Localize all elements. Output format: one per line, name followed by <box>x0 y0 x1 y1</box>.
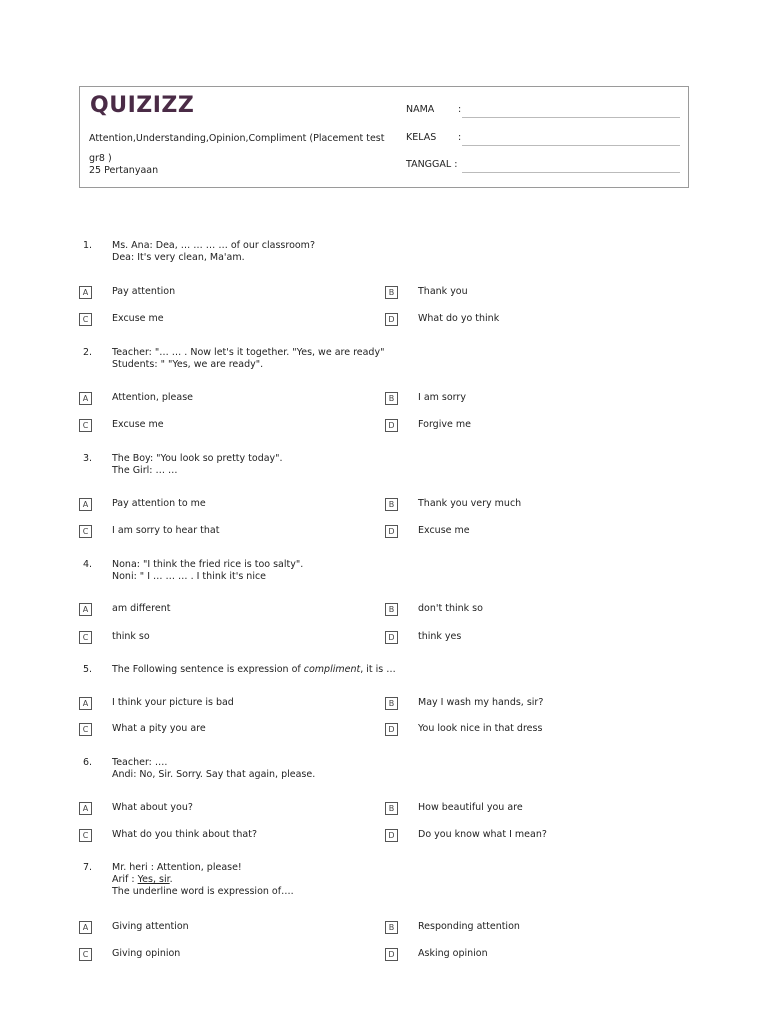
question-line: Students: " "Yes, we are ready". <box>112 359 264 370</box>
question-line <box>112 664 672 676</box>
option-letter-box: B <box>385 921 398 934</box>
option-letter-box: A <box>79 603 92 616</box>
option-text: Pay attention to me <box>112 498 206 509</box>
worksheet-header <box>79 86 689 188</box>
option-text: Attention, please <box>112 392 194 403</box>
option-letter-box: B <box>385 697 398 710</box>
option-letter-box: C <box>79 631 92 644</box>
question-line: Noni: " I … … … . I think it's nice <box>112 571 267 582</box>
question-number: 4. <box>83 559 93 570</box>
option-text: Excuse me <box>112 419 164 430</box>
option-letter-box: A <box>79 498 92 511</box>
option-text: Responding attention <box>418 921 520 932</box>
question-line: Teacher: "… … . Now let's it together. "Yes, we are ready" <box>112 347 385 358</box>
question-line: The underline word is expression of…. <box>112 886 294 897</box>
option-letter-box: D <box>385 525 398 538</box>
option-text: Pay attention <box>112 286 176 297</box>
option-letter-box: C <box>79 525 92 538</box>
question-number: 7. <box>83 862 93 873</box>
option-text: Excuse me <box>418 525 470 536</box>
quiz-title: Attention,Understanding,Opinion,Compliment (Placement test gr8 ) <box>89 133 385 164</box>
name-line[interactable] <box>462 117 680 118</box>
question-line: Nona: "I think the fried rice is too salty". <box>112 559 304 570</box>
option-text: I think your picture is bad <box>112 697 234 708</box>
question-text <box>112 453 672 477</box>
option-letter-box: D <box>385 419 398 432</box>
option-letter-box: C <box>79 419 92 432</box>
option-letter-box: A <box>79 921 92 934</box>
question-line: Ms. Ana: Dea, … … … … of our classroom? <box>112 240 315 251</box>
question-text-part: . <box>169 874 173 885</box>
option-letter-box: B <box>385 286 398 299</box>
question-text <box>112 664 672 676</box>
question-number: 6. <box>83 757 93 768</box>
question-line <box>112 874 672 886</box>
question-number: 2. <box>83 347 93 358</box>
option-text: Giving opinion <box>112 948 181 959</box>
option-text: am different <box>112 603 171 614</box>
option-text: Asking opinion <box>418 948 488 959</box>
option-text: I am sorry <box>418 392 466 403</box>
quizizz-logo: QUIZIZZ <box>90 93 195 118</box>
question-line: Teacher: …. <box>112 757 168 768</box>
underlined-word: Yes, sir <box>137 874 170 885</box>
option-text: What about you? <box>112 802 193 813</box>
option-letter-box: D <box>385 948 398 961</box>
question-line: Mr. heri : Attention, please! <box>112 862 242 873</box>
question-count: 25 Pertanyaan <box>89 165 159 176</box>
option-text: How beautiful you are <box>418 802 523 813</box>
option-letter-box: A <box>79 392 92 405</box>
question-text <box>112 240 672 264</box>
question-line: Andi: No, Sir. Sorry. Say that again, please. <box>112 769 316 780</box>
option-letter-box: B <box>385 392 398 405</box>
option-letter-box: D <box>385 313 398 326</box>
question-line: The Boy: "You look so pretty today". <box>112 453 283 464</box>
question-line: The Girl: … … <box>112 465 178 476</box>
option-text: think so <box>112 631 150 642</box>
option-text: Forgive me <box>418 419 471 430</box>
option-letter-box: A <box>79 286 92 299</box>
date-label: TANGGAL : <box>406 159 458 170</box>
question-text-part: The Following sentence is expression of <box>112 664 304 675</box>
question-number: 3. <box>83 453 93 464</box>
option-letter-box: C <box>79 723 92 736</box>
option-letter-box: A <box>79 802 92 815</box>
option-text: think yes <box>418 631 462 642</box>
question-text <box>112 347 672 371</box>
question-text <box>112 862 672 898</box>
option-letter-box: B <box>385 603 398 616</box>
question-text <box>112 757 672 781</box>
class-line[interactable] <box>462 145 680 146</box>
option-text: What do you think about that? <box>112 829 258 840</box>
question-text-part: , it is … <box>360 664 396 675</box>
question-number: 5. <box>83 664 93 675</box>
option-letter-box: D <box>385 723 398 736</box>
option-text: Thank you <box>418 286 468 297</box>
option-letter-box: B <box>385 498 398 511</box>
option-text: What do yo think <box>418 313 500 324</box>
name-colon: : <box>458 104 462 115</box>
option-text: Giving attention <box>112 921 189 932</box>
class-colon: : <box>458 132 462 143</box>
option-letter-box: A <box>79 697 92 710</box>
question-text-part: Arif : <box>112 874 138 885</box>
question-text <box>112 559 672 583</box>
option-text: Thank you very much <box>418 498 522 509</box>
option-letter-box: B <box>385 802 398 815</box>
option-text: May I wash my hands, sir? <box>418 697 544 708</box>
option-letter-box: C <box>79 313 92 326</box>
option-text: Do you know what I mean? <box>418 829 547 840</box>
question-line: Dea: It's very clean, Ma'am. <box>112 252 245 263</box>
class-label: KELAS <box>406 132 437 143</box>
option-letter-box: C <box>79 948 92 961</box>
option-text: You look nice in that dress <box>418 723 543 734</box>
emphasized-word: compliment <box>303 664 361 675</box>
option-letter-box: D <box>385 631 398 644</box>
option-text: What a pity you are <box>112 723 206 734</box>
date-line[interactable] <box>462 172 680 173</box>
option-letter-box: C <box>79 829 92 842</box>
name-label: NAMA <box>406 104 435 115</box>
option-text: Excuse me <box>112 313 164 324</box>
option-letter-box: D <box>385 829 398 842</box>
question-number: 1. <box>83 240 93 251</box>
option-text: don't think so <box>418 603 483 614</box>
option-text: I am sorry to hear that <box>112 525 220 536</box>
